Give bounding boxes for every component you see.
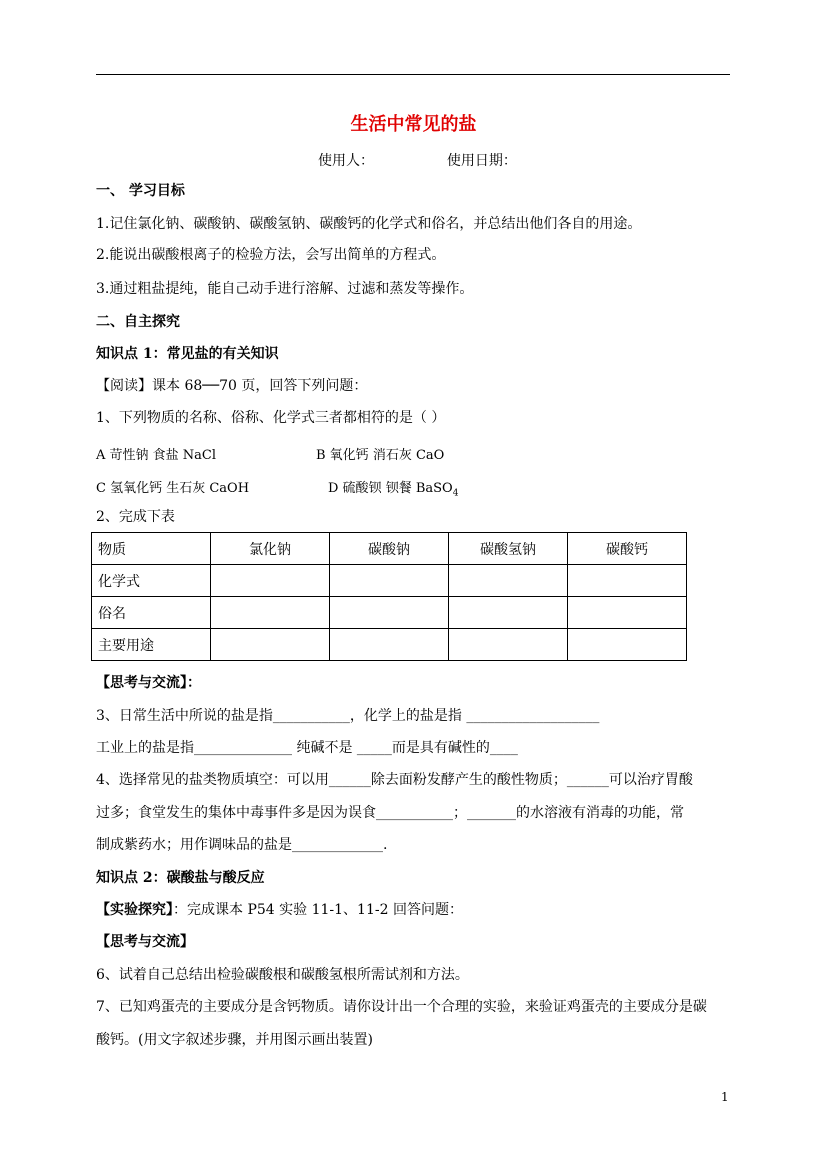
knowledge-point-2: 知识点 2：碳酸盐与酸反应 bbox=[96, 870, 265, 886]
think-exchange-2: 【思考与交流】 bbox=[96, 934, 194, 950]
option-c: C 氢氧化钙 生石灰 CaOH bbox=[96, 481, 250, 496]
option-a: A 苛性钠 食盐 NaCl bbox=[96, 448, 217, 463]
question-1: 1、下列物质的名称、俗称、化学式三者都相符的是（ ） bbox=[96, 410, 446, 426]
question-4-line-1: 4、选择常见的盐类物质填空：可以用______除去面粉发酵产生的酸性物质；______可以治疗胃酸 bbox=[96, 772, 693, 788]
table-row-label: 俗名 bbox=[92, 597, 211, 629]
question-6: 6、试着自己总结出检验碳酸根和碳酸氢根所需试剂和方法。 bbox=[96, 967, 469, 983]
header-rule bbox=[96, 74, 730, 75]
question-4-line-2: 过多；食堂发生的集体中毒事件多是因为误食___________；_______的水溶液有消毒的功能，常 bbox=[96, 805, 684, 821]
table-header-cell: 物质 bbox=[92, 533, 211, 565]
user-date-line bbox=[318, 150, 517, 170]
table-cell[interactable] bbox=[330, 565, 449, 597]
goal-2: 2.能说出碳酸根离子的检验方法，会写出简单的方程式。 bbox=[96, 247, 446, 263]
question-7-line-2: 酸钙。(用文字叙述步骤，并用图示画出装置) bbox=[96, 1032, 373, 1048]
table-row bbox=[92, 629, 687, 661]
salt-table bbox=[91, 532, 687, 661]
table-cell[interactable] bbox=[568, 629, 687, 661]
table-header-cell: 碳酸氢钠 bbox=[449, 533, 568, 565]
goal-1: 1.记住氯化钠、碳酸钠、碳酸氢钠、碳酸钙的化学式和俗名，并总结出他们各自的用途。 bbox=[96, 216, 642, 232]
question-4-line-3: 制成紫药水；用作调味品的盐是_____________. bbox=[96, 837, 388, 853]
experiment-text: ：完成课本 P54 实验 11-1、11-2 回答问题： bbox=[173, 902, 463, 918]
question-2: 2、完成下表 bbox=[96, 509, 175, 525]
user-label: 使用人： bbox=[318, 153, 374, 169]
question-7-line-1: 7、已知鸡蛋壳的主要成分是含钙物质。请你设计出一个合理的实验，来验证鸡蛋壳的主要成分是碳 bbox=[96, 999, 707, 1015]
table-cell[interactable] bbox=[449, 565, 568, 597]
option-d bbox=[328, 477, 458, 499]
experiment-line bbox=[96, 901, 463, 919]
table-cell[interactable] bbox=[449, 597, 568, 629]
experiment-label: 【实验探究】 bbox=[96, 902, 173, 918]
think-exchange-1: 【思考与交流】： bbox=[96, 675, 201, 691]
page-title: 生活中常见的盐 bbox=[350, 114, 477, 135]
page-number: 1 bbox=[721, 1090, 729, 1104]
section-heading-1: 一、 学习目标 bbox=[96, 183, 185, 199]
option-d-text: D 硫酸钡 钡餐 BaSO bbox=[328, 481, 453, 496]
table-cell[interactable] bbox=[211, 597, 330, 629]
table-cell[interactable] bbox=[568, 597, 687, 629]
option-d-subscript: 4 bbox=[452, 488, 459, 499]
table-header-cell: 氯化钠 bbox=[211, 533, 330, 565]
read-instruction: 【阅读】课本 68──70 页，回答下列问题： bbox=[96, 378, 368, 394]
question-3-line-1: 3、日常生活中所说的盐是指___________，化学上的盐是指 ___________________ bbox=[96, 708, 600, 724]
table-cell[interactable] bbox=[211, 565, 330, 597]
option-b: B 氧化钙 消石灰 CaO bbox=[316, 448, 445, 463]
table-header-cell: 碳酸钙 bbox=[568, 533, 687, 565]
table-cell[interactable] bbox=[211, 629, 330, 661]
table-header-cell: 碳酸钠 bbox=[330, 533, 449, 565]
table-row bbox=[92, 597, 687, 629]
goal-3: 3.通过粗盐提纯，能自己动手进行溶解、过滤和蒸发等操作。 bbox=[96, 281, 474, 297]
table-cell[interactable] bbox=[330, 629, 449, 661]
table-cell[interactable] bbox=[449, 629, 568, 661]
table-row-label: 化学式 bbox=[92, 565, 211, 597]
date-label: 使用日期： bbox=[446, 153, 517, 169]
table-row bbox=[92, 565, 687, 597]
question-3-line-2: 工业上的盐是指______________ 纯碱不是 _____而是具有碱性的____ bbox=[96, 740, 518, 756]
table-row-label: 主要用途 bbox=[92, 629, 211, 661]
table-cell[interactable] bbox=[330, 597, 449, 629]
knowledge-point-1: 知识点 1：常见盐的有关知识 bbox=[96, 346, 279, 362]
section-heading-2: 二、自主探究 bbox=[96, 314, 180, 330]
table-cell[interactable] bbox=[568, 565, 687, 597]
table-header-row bbox=[92, 533, 687, 565]
